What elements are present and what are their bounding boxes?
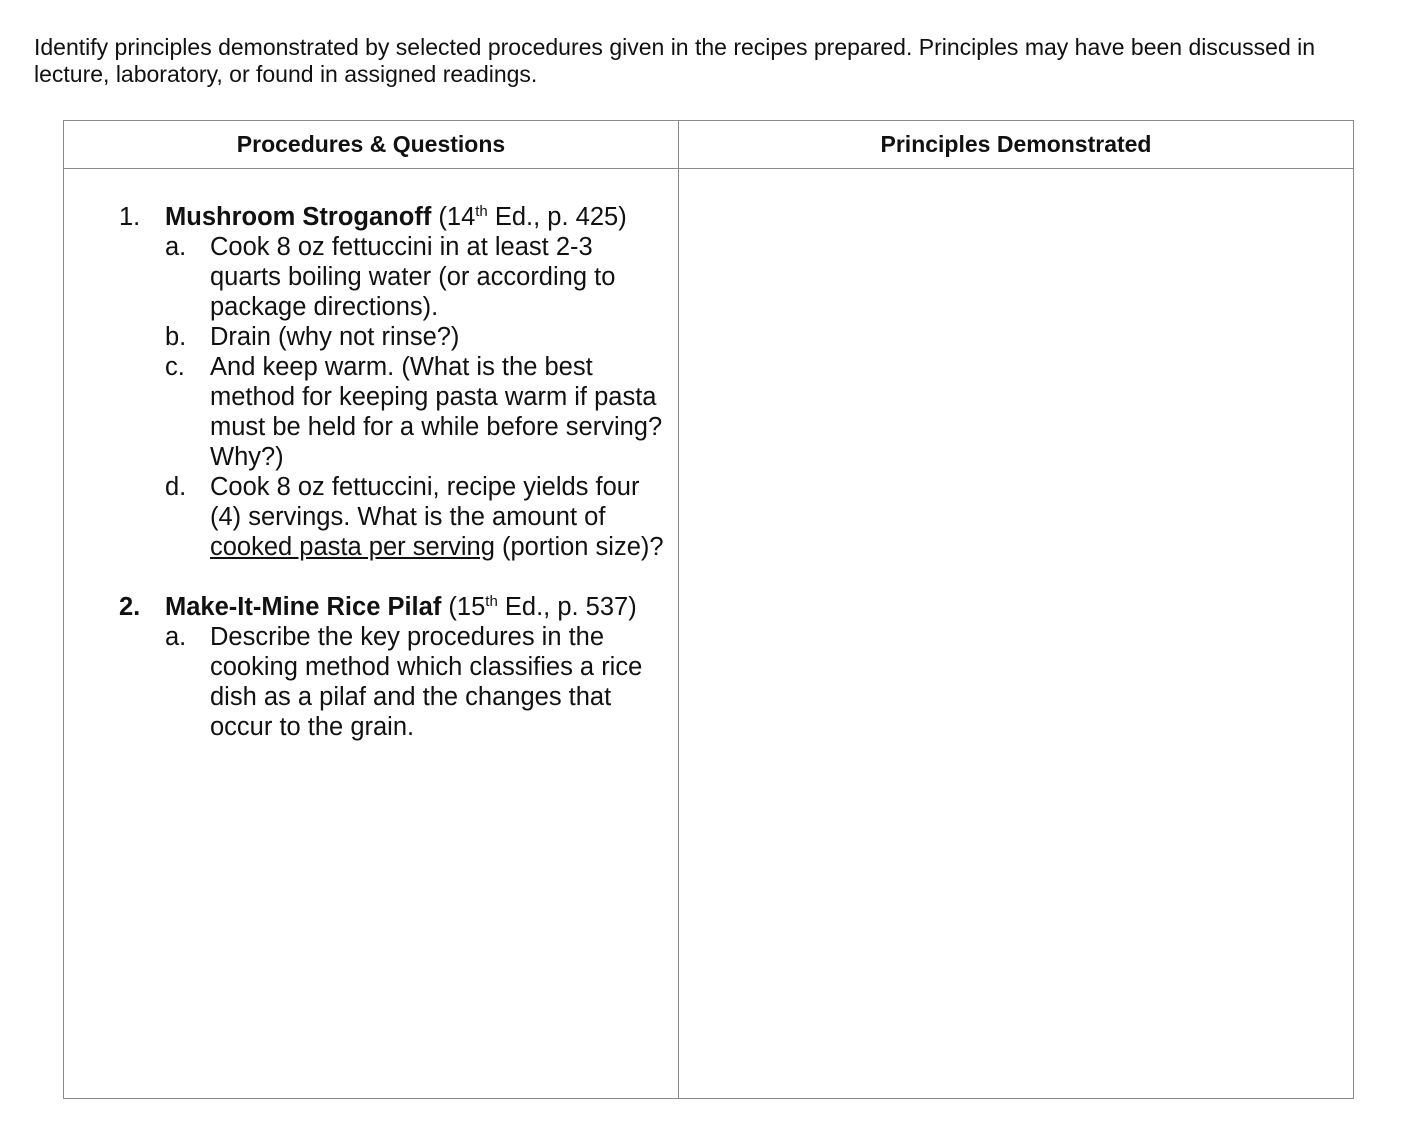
header-principles-demonstrated: Principles Demonstrated — [679, 121, 1354, 169]
table-body-row — [64, 169, 1354, 1099]
sub-question-text-after: (portion size)? — [494, 533, 664, 561]
sub-question-a — [165, 622, 668, 742]
header-procedures-questions: Procedures & Questions — [64, 121, 679, 169]
question-title-line — [165, 592, 668, 622]
recipe-reference-sup: th — [475, 203, 488, 220]
sub-question-text — [210, 472, 668, 562]
sub-question-c — [165, 352, 668, 472]
principles-cell[interactable] — [679, 169, 1354, 1099]
question-title-line — [165, 202, 668, 232]
questions-list — [64, 169, 678, 742]
table-header-row — [64, 121, 1354, 169]
sub-question-text-before: Cook 8 oz fettuccini, recipe yields four (4) servings. What is the amount of — [210, 473, 640, 531]
recipe-title: Make-It-Mine Rice Pilaf — [165, 593, 442, 621]
instructions-text: Identify principles demonstrated by selected procedures given in the recipes prepared. Principles may have been discussed in lecture, laboratory, or found in assigned readings. — [34, 34, 1316, 87]
recipe-reference-close: Ed., p. 537) — [497, 593, 637, 621]
sub-question-letter: c. — [165, 353, 185, 381]
sub-question-a — [165, 232, 668, 322]
procedures-cell — [64, 169, 679, 1099]
sub-question-list — [165, 232, 668, 562]
sub-question-text: Drain (why not rinse?) — [210, 323, 460, 351]
sub-question-b — [165, 322, 668, 352]
question-number: 1. — [119, 203, 141, 231]
recipe-reference-close: Ed., p. 425) — [487, 203, 627, 231]
sub-question-letter: d. — [165, 473, 187, 501]
sub-question-d — [165, 472, 668, 562]
sub-question-letter: a. — [165, 233, 187, 261]
recipe-reference-open: (15 — [441, 593, 486, 621]
sub-question-text: Cook 8 oz fettuccini in at least 2-3 quarts boiling water (or according to package directions). — [210, 233, 616, 321]
sub-question-letter: a. — [165, 623, 187, 651]
worksheet-table — [63, 120, 1354, 1099]
recipe-reference-sup: th — [485, 593, 498, 610]
sub-question-letter: b. — [165, 323, 187, 351]
recipe-reference-open: (14 — [431, 203, 476, 231]
sub-question-text: And keep warm. (What is the best method for keeping pasta warm if pasta must be held for a while before serving? Why?) — [210, 353, 663, 471]
sub-question-text: Describe the key procedures in the cooking method which classifies a rice dish as a pilaf and the changes that occur to the grain. — [210, 623, 643, 741]
question-1 — [119, 202, 678, 562]
question-number: 2. — [119, 593, 141, 621]
sub-question-list — [165, 622, 668, 742]
question-2 — [119, 592, 678, 742]
recipe-title: Mushroom Stroganoff — [165, 203, 432, 231]
spacer — [64, 562, 678, 592]
underlined-phrase: cooked pasta per serving — [210, 533, 495, 561]
